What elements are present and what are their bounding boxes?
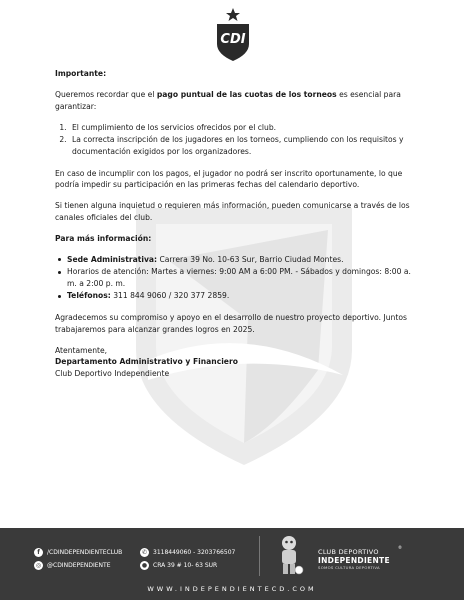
info-item-telefonos <box>67 290 415 302</box>
sede-label: Sede Administrativa: <box>67 254 158 264</box>
signature-club: Club Deportivo Independiente <box>55 368 170 378</box>
facebook-handle: /CDINDEPENDIENTECLUB <box>47 549 123 556</box>
location-icon: ● <box>141 562 148 569</box>
registered-mark: ® <box>398 545 402 550</box>
whatsapp-numbers: 3118449060 - 3203766507 <box>153 549 236 556</box>
telefonos-label: Teléfonos: <box>67 291 111 300</box>
intro-paragraph <box>55 89 415 112</box>
thanks-paragraph: Agradecemos su compromiso y apoyo en el desarrollo de nuestro proyecto deportivo. Juntos trabajaremos para alcanzar grandes logros en 2025. <box>55 313 407 334</box>
footer-whatsapp[interactable] <box>140 548 235 557</box>
telefonos-value: 311 844 9060 / 320 377 2859. <box>110 291 230 300</box>
footer-website-link[interactable]: WWW.INDEPENDIENTECD.COM <box>147 585 317 593</box>
footer-club-name <box>318 548 390 570</box>
sede-value: Carrera 39 No. 10-63 Sur, Barrio Ciudad Montes. <box>157 254 344 264</box>
nonpayment-paragraph: En caso de incumplir con los pagos, el jugador no podrá ser inscrito oportunamente, lo que podría impedir su participación en las primeras fechas del calendario deportivo. <box>55 168 403 189</box>
footer-divider <box>259 536 260 576</box>
list-item: 2. La correcta inscripción de los jugadores en los torneos, cumpliendo con los requisitos y documentación exigidos por los organizadores. <box>69 134 415 157</box>
logo-letters: CDI <box>220 32 246 47</box>
instagram-handle: @CDINDEPENDIENTE <box>47 562 111 569</box>
footer-facebook[interactable] <box>34 548 122 557</box>
instagram-icon: ◎ <box>35 562 42 569</box>
intro-text-end: es esencial para garantizar: <box>55 90 401 111</box>
club-tagline: SOMOS CULTURA DEPORTIVA <box>318 565 380 570</box>
club-logo <box>214 8 252 62</box>
address-text: CRA 39 # 10- 63 SUR <box>153 562 218 569</box>
intro-text: Queremos recordar que el <box>55 90 157 99</box>
heading-importante: Importante: <box>55 69 107 78</box>
signature-department: Departamento Administrativo y Financiero <box>55 357 238 366</box>
footer-instagram[interactable] <box>34 561 111 570</box>
list-item: 1. El cumplimiento de los servicios ofrecidos por el club. <box>69 122 415 134</box>
club-line1: CLUB DEPORTIVO <box>318 548 379 556</box>
info-heading: Para más información: <box>55 233 152 243</box>
mascot-icon <box>272 534 306 578</box>
closing: Atentamente, <box>55 345 108 355</box>
club-line2: INDEPENDIENTE <box>318 556 390 565</box>
info-list <box>55 254 415 302</box>
letter-body <box>55 68 415 379</box>
facebook-icon: f <box>34 548 43 557</box>
guarantee-list <box>55 122 415 158</box>
info-item-horarios: Horarios de atención: Martes a viernes: 9:00 AM a 6:00 PM. - Sábados y domingos: 8:00 a. m. a 2:00 p. m. <box>67 266 415 289</box>
info-item-sede <box>67 254 415 266</box>
questions-paragraph: Si tienen alguna inquietud o requieren más información, pueden comunicarse a través de los canales oficiales del club. <box>55 201 410 222</box>
whatsapp-icon: ✆ <box>141 549 148 556</box>
intro-bold-text: pago puntual de las cuotas de los torneos <box>156 90 337 99</box>
footer-address <box>140 561 217 570</box>
